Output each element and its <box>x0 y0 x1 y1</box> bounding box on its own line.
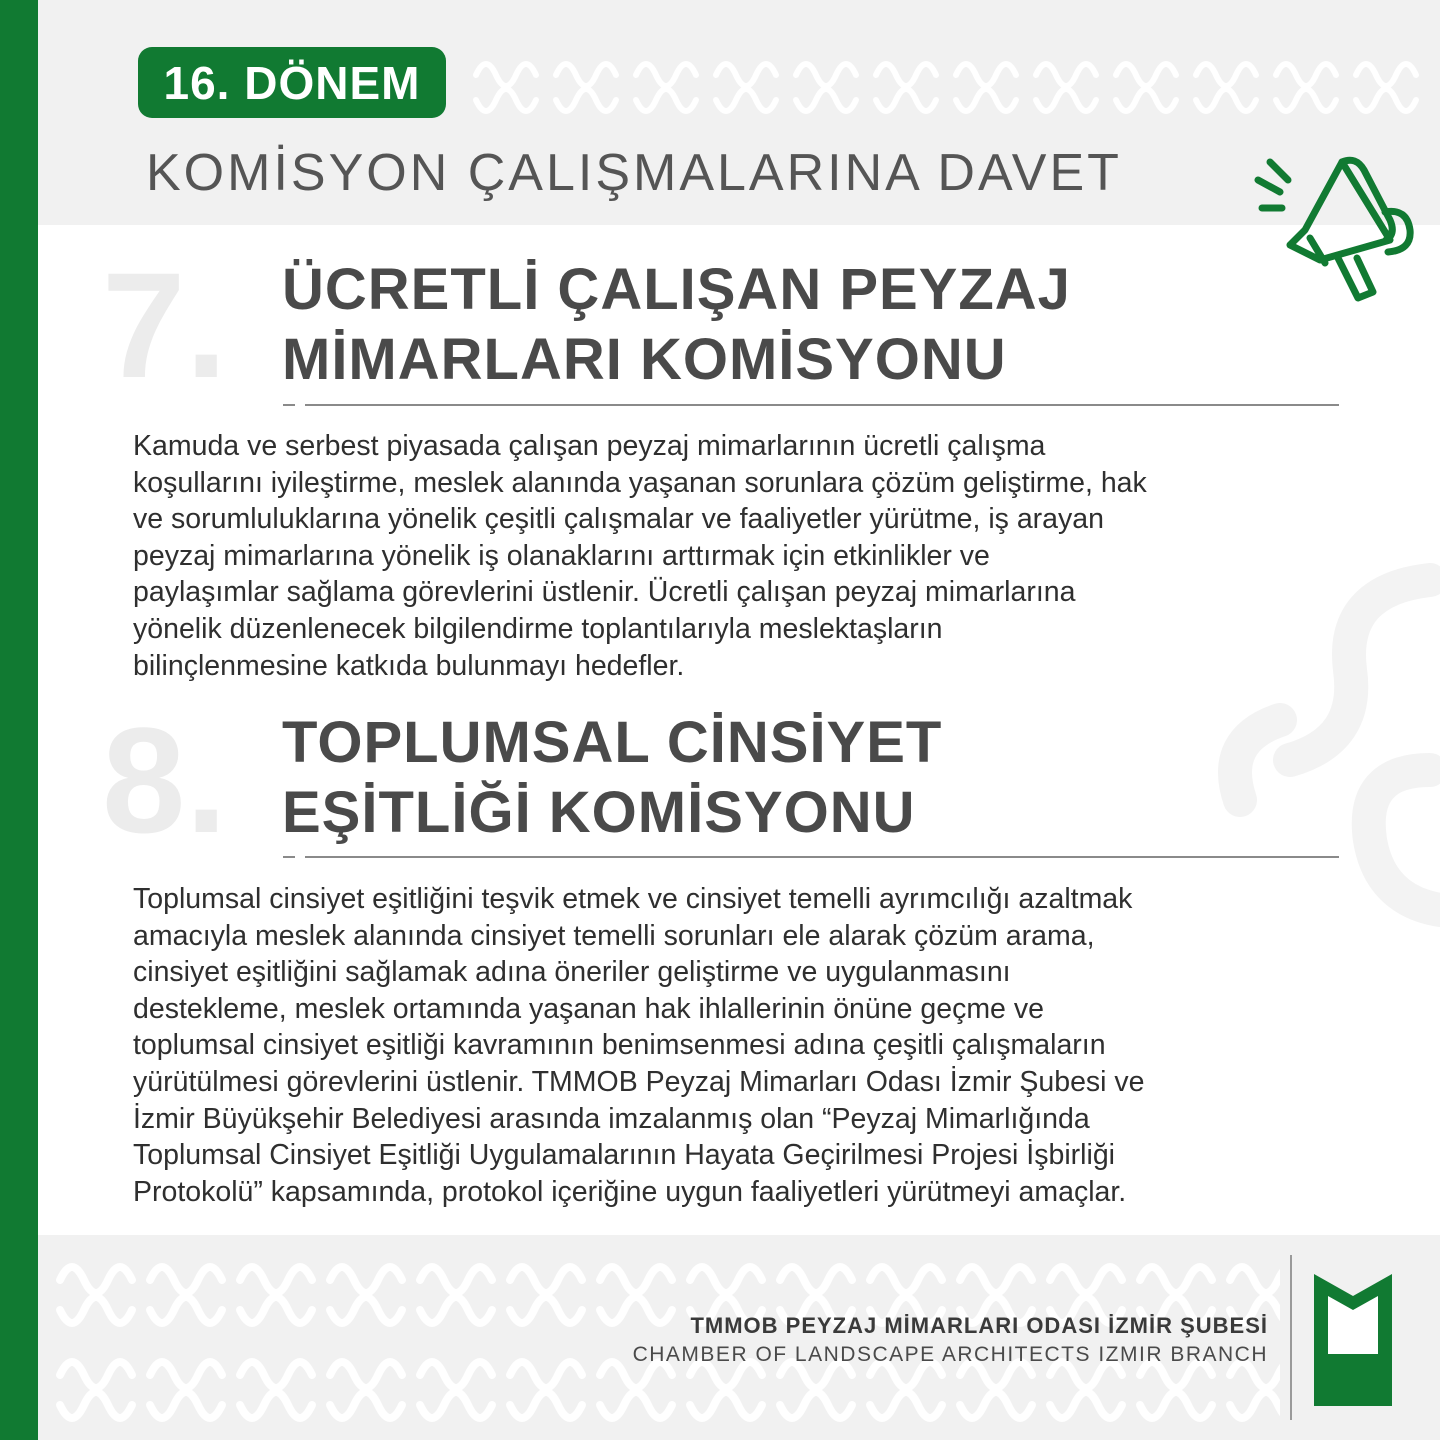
title-divider-dash <box>283 404 295 406</box>
section-number: 8. <box>102 696 228 864</box>
commission-title <box>282 708 942 848</box>
description-line: peyzaj mimarlarına yönelik iş olanaklarını arttırmak için etkinlikler ve <box>133 539 990 572</box>
footer-divider <box>1290 1255 1292 1420</box>
commission-title-line: MİMARLARI KOMİSYONU <box>282 327 1007 392</box>
commission-title-line: EŞİTLİĞİ KOMİSYONU <box>282 780 916 845</box>
chamber-logo-icon <box>1310 1270 1396 1406</box>
commission-description <box>133 428 1348 684</box>
description-line: ve sorumluluklarına yönelik çeşitli çalışmalar ve faaliyetler yürütme, iş arayan <box>133 503 1104 536</box>
description-line: İzmir Büyükşehir Belediyesi arasında imzalanmış olan “Peyzaj Mimarlığında <box>133 1102 1090 1135</box>
commission-title-line: ÜCRETLİ ÇALIŞAN PEYZAJ <box>282 257 1071 322</box>
description-line: cinsiyet eşitliğini sağlamak adına öneriler geliştirme ve uygulanmasını <box>133 956 1011 989</box>
description-line: amacıyla meslek alanında cinsiyet temelli sorunları ele alarak çözüm arama, <box>133 919 1095 952</box>
term-label: 16. DÖNEM <box>163 56 421 109</box>
organization-name-english: CHAMBER OF LANDSCAPE ARCHITECTS IZMIR BRANCH <box>632 1343 1268 1366</box>
title-divider-dash <box>283 856 295 858</box>
description-line: Kamuda ve serbest piyasada çalışan peyzaj mimarlarının ücretli çalışma <box>133 430 1046 462</box>
description-line: bilinçlenmesine katkıda bulunmayı hedefler. <box>133 649 685 682</box>
description-line: yürütülmesi görevlerini üstlenir. TMMOB Peyzaj Mimarları Odası İzmir Şubesi ve <box>133 1065 1145 1098</box>
description-line: koşullarını iyileştirme, meslek alanında yaşanan sorunlara çözüm geliştirme, hak <box>133 466 1147 499</box>
description-line: Protokolü” kapsamında, protokol içeriğine uygun faaliyetleri yürütmeyi amaçlar. <box>133 1175 1127 1208</box>
description-line: yönelik düzenlenecek bilgilendirme toplantılarıyla meslektaşların <box>133 612 943 645</box>
term-badge <box>138 47 446 118</box>
description-line: toplumsal cinsiyet eşitliği kavramının benimsenmesi adına çeşitli çalışmaların <box>133 1029 1106 1062</box>
left-accent-bar <box>0 0 38 1440</box>
header-ornament-pattern <box>466 45 1426 123</box>
commission-title-line: TOPLUMSAL CİNSİYET <box>282 710 943 775</box>
organization-name: TMMOB PEYZAJ MİMARLARI ODASI İZMİR ŞUBESİ <box>690 1313 1268 1338</box>
megaphone-icon <box>1250 150 1420 310</box>
commission-description <box>133 881 1348 1210</box>
page-subtitle: KOMİSYON ÇALIŞMALARINA DAVET <box>146 144 1122 202</box>
commission-title <box>282 255 1071 395</box>
description-line: paylaşımlar sağlama görevlerini üstlenir. Ücretli çalışan peyzaj mimarlarına <box>133 576 1076 609</box>
description-line: Toplumsal Cinsiyet Eşitliği Uygulamalarının Hayata Geçirilmesi Projesi İşbirliği <box>133 1139 1115 1172</box>
description-line: Toplumsal cinsiyet eşitliğini teşvik etmek ve cinsiyet temelli ayrımcılığı azaltmak <box>133 883 1133 915</box>
section-number: 7. <box>102 241 228 409</box>
title-divider <box>305 404 1339 406</box>
title-divider <box>305 856 1339 858</box>
organization-block <box>633 1313 1268 1367</box>
description-line: destekleme, meslek ortamında yaşanan hak ihlallerinin önüne geçme ve <box>133 992 1044 1025</box>
